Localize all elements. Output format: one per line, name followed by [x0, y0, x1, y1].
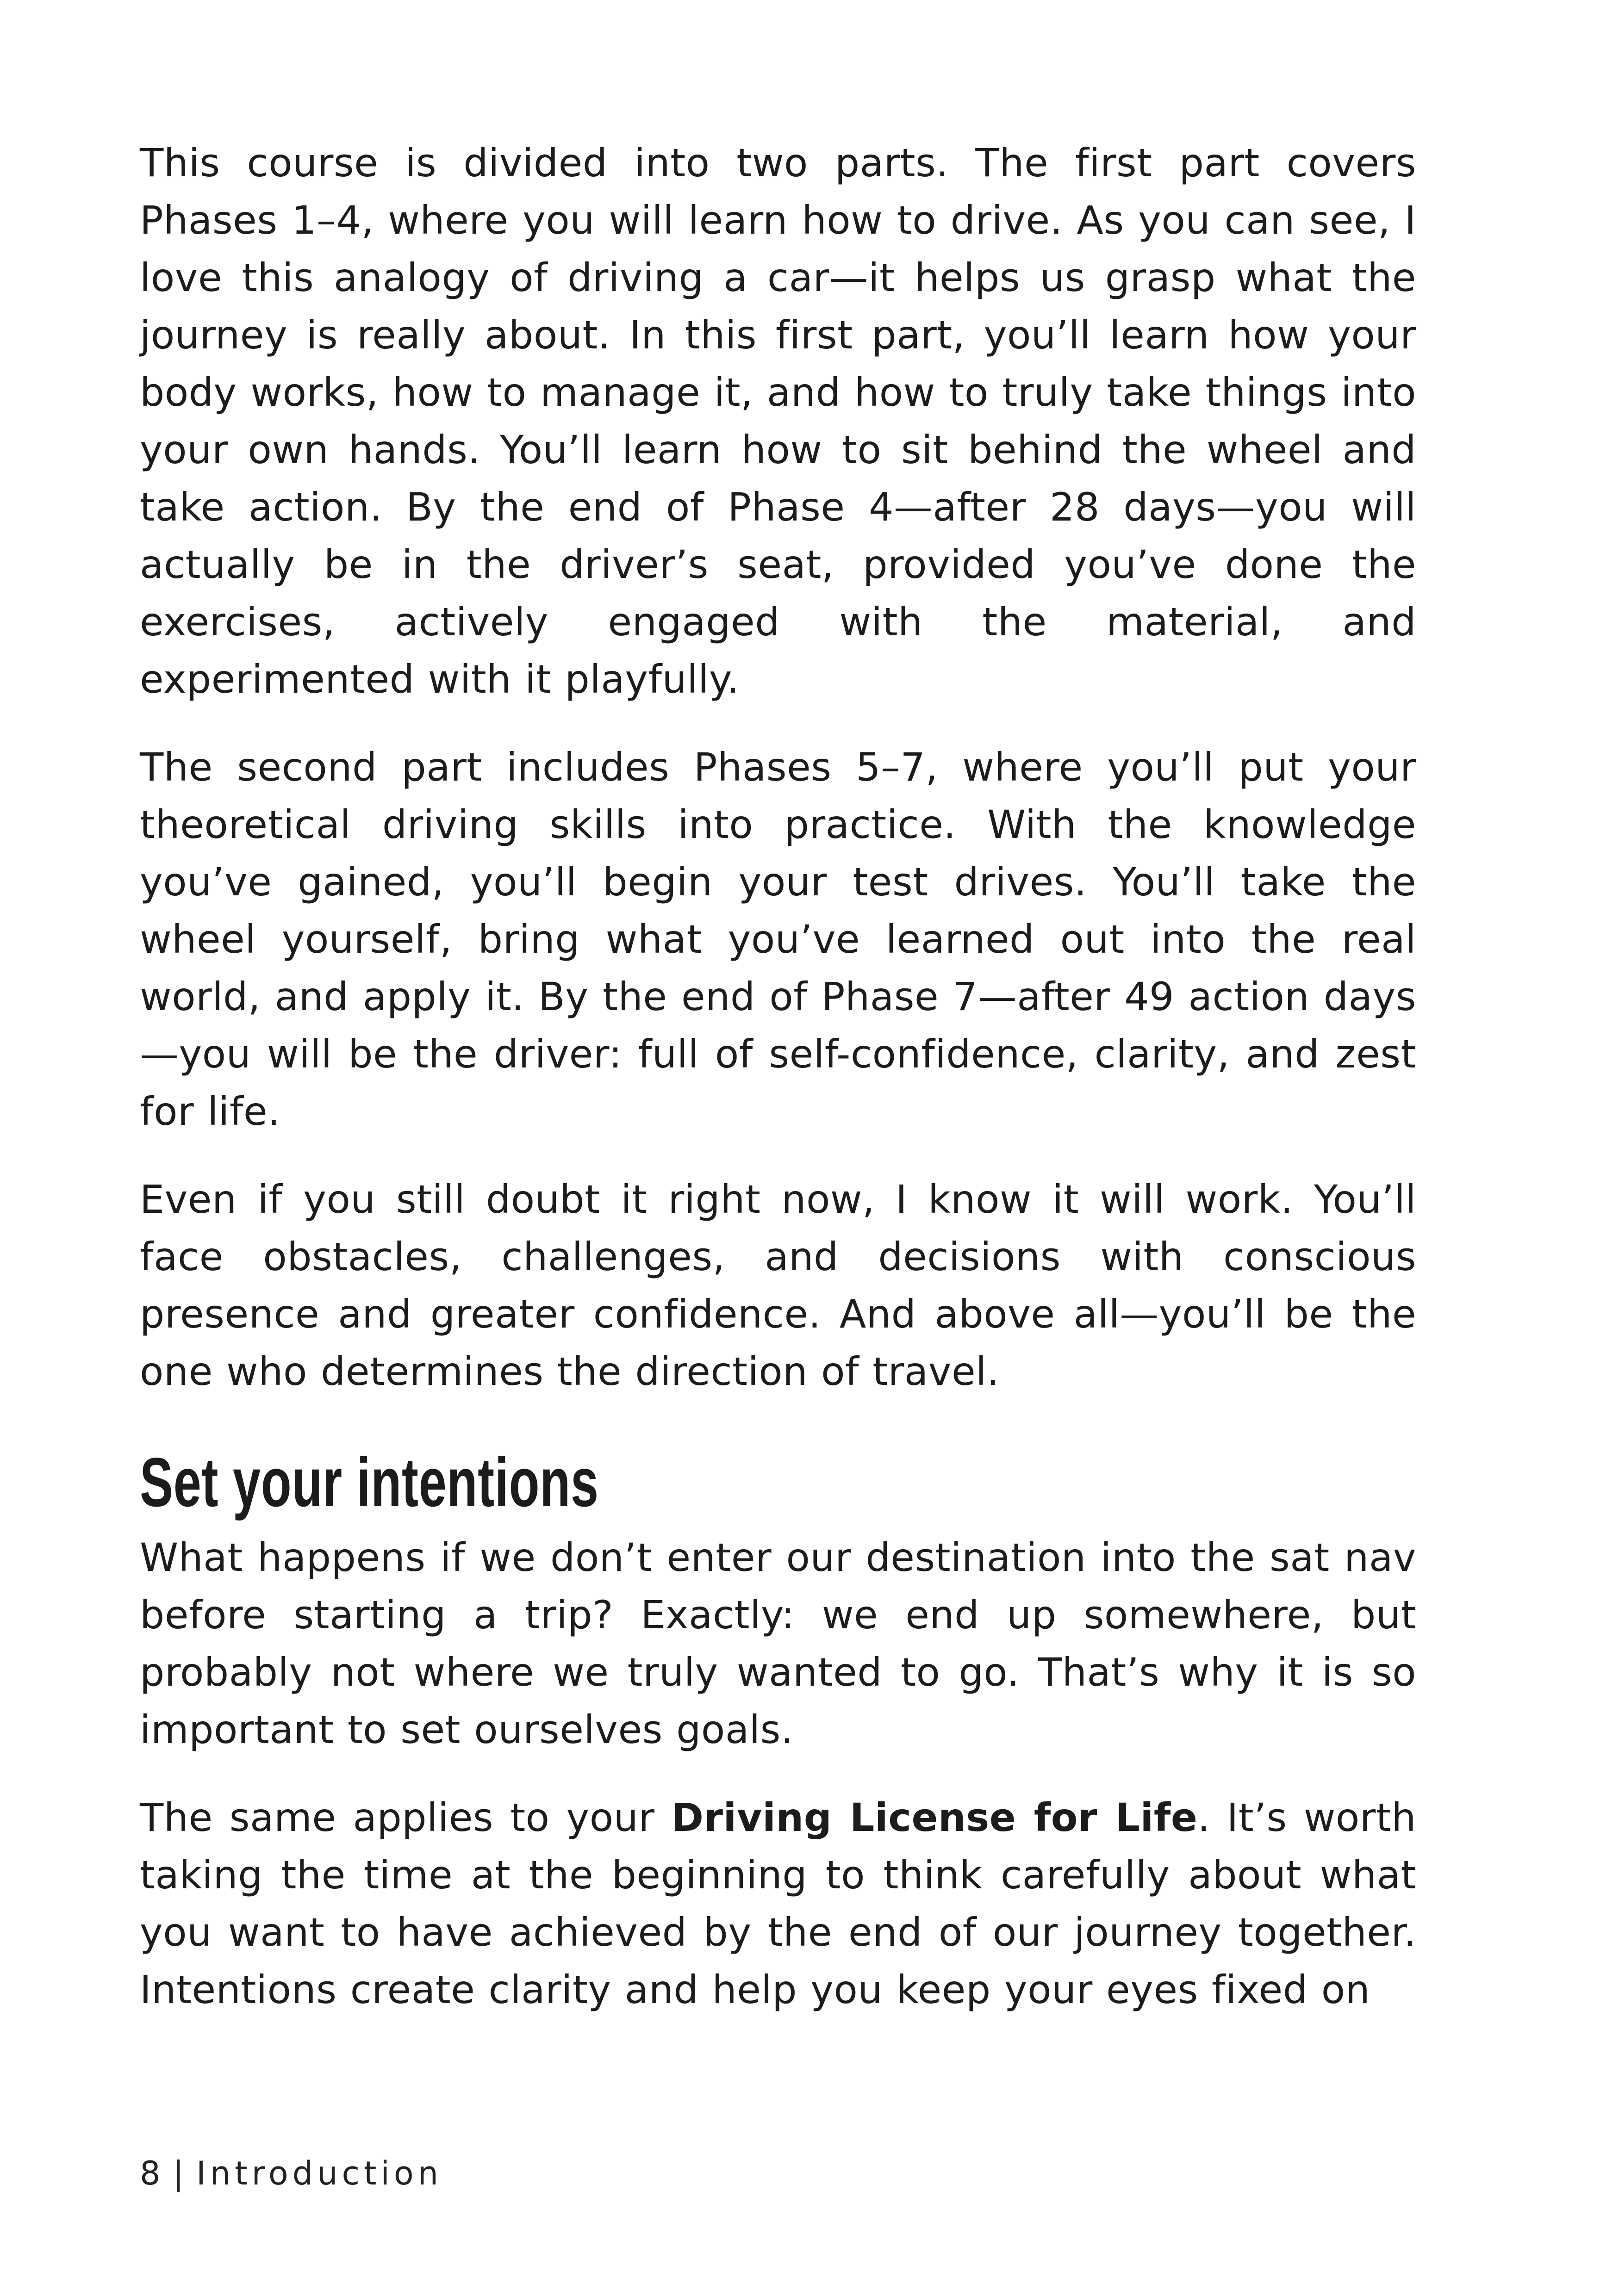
- book-title-bold: Driving License for Life: [671, 1795, 1198, 1840]
- footer-section-title: Introduction: [196, 2154, 443, 2192]
- paragraph-driving-license-text-end: . It’s worth taking the time at the beginning to think carefully about what you want to have achieved by the end of our journey together. Intentions create clarity and help you keep your eyes fixed on: [140, 1795, 1416, 2012]
- paragraph-driving-license-text-start: The same applies to your: [140, 1795, 672, 1840]
- page-number: 8: [140, 2154, 165, 2192]
- paragraph-sat-nav: What happens if we don’t enter our destination into the sat nav before starting a trip? Exactly: we end up somewhere, but probably not where we truly wanted to go. That’s why it is so important to set ourselves goals.: [140, 1535, 1416, 1752]
- paragraph-driving-license: [140, 1789, 1416, 2018]
- section-heading: Set your intentions: [140, 1443, 599, 1521]
- paragraph-course-parts: This course is divided into two parts. The first part covers Phases 1–4, where you will learn how to drive. As you can see, I love this analogy of driving a car—it helps us grasp what the journey is really about. In this first part, you’ll learn how your body works, how to manage it, and how to truly take things into your own hands. You’ll learn how to sit behind the wheel and take action. By the end of Phase 4—after 28 days—you will actually be in the driver’s seat, provided you’ve done the exercises, actively engaged with the material, and experimented with it playfully.: [140, 140, 1416, 702]
- page-footer: [140, 2153, 442, 2194]
- page-content: [140, 134, 1416, 2018]
- footer-separator: |: [173, 2154, 188, 2192]
- paragraph-second-part: The second part includes Phases 5–7, where you’ll put your theoretical driving skills into practice. With the knowledge you’ve gained, you’ll begin your test drives. You’ll take the wheel yourself, bring what you’ve learned out into the real world, and apply it. By the end of Phase 7—after 49 action days—you will be the driver: full of self-confidence, clarity, and zest for life.: [140, 745, 1416, 1134]
- paragraph-doubt: Even if you still doubt it right now, I know it will work. You’ll face obstacles, challenges, and decisions with conscious presence and greater confidence. And above all—you’ll be the one who determines the direction of travel.: [140, 1177, 1416, 1394]
